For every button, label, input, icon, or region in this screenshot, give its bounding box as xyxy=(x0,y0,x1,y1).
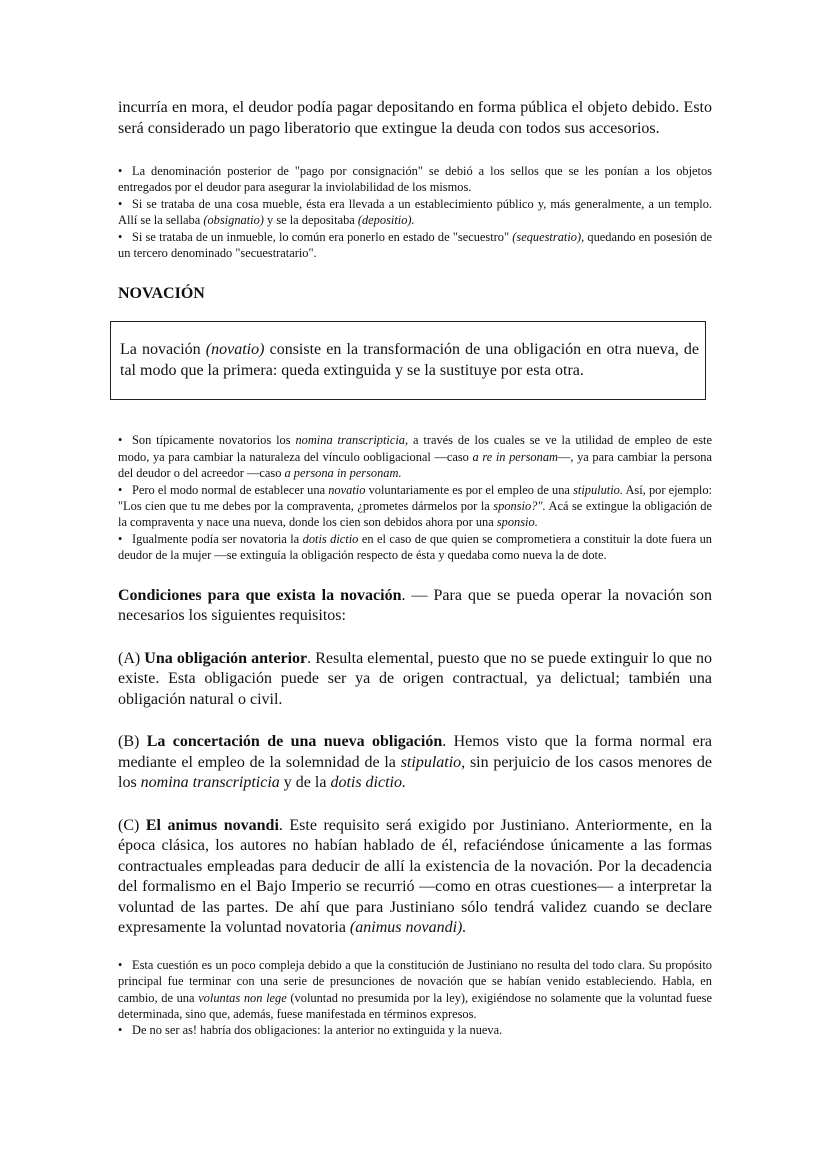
note-item: • Son típicamente novatorios los nomina transcripticia, a través de los cuales se ve la utilidad de empleo de este modo, ya para cambiar la naturaleza del vínculo oobligacional —caso a re in personam—, ya para cambiar la persona del deudor o del acreedor —caso a persona in personam. xyxy=(118,433,712,481)
bullet-icon: • xyxy=(118,196,123,211)
bullet-icon: • xyxy=(118,482,123,497)
bullet-icon: • xyxy=(118,164,123,178)
notes-animus xyxy=(118,957,712,1039)
notes-novatorios xyxy=(118,432,712,563)
conditions-paragraph: Condiciones para que exista la novación. — Para que se pueda operar la novación son necesarios los siguientes requisitos: xyxy=(118,586,713,625)
bullet-icon: • xyxy=(118,433,123,448)
definition-box xyxy=(110,321,706,400)
notes-consignacion xyxy=(118,163,712,261)
note-item: • Igualmente podía ser novatoria la dotis dictio en el caso de que quien se comprometiera a constituir la dote fuera un deudor de la mujer —se extinguía la obligación respecto de ésta y quedaba como nueva la de dote. xyxy=(118,531,712,563)
bullet-icon: • xyxy=(118,1023,123,1038)
note-item: • De no ser as! habría dos obligaciones: la anterior no extinguida y la nueva. xyxy=(118,1023,503,1038)
bullet-icon: • xyxy=(118,531,123,546)
requirement-c: (C) El animus novandi. Este requisito será exigido por Justiniano. Anteriormente, en la época clásica, los autores no habían hablado de él, refaciéndose únicamente a las formas contractuales empleadas para deducir de allí la existencia de la novación. Por la decadencia del formalismo en el Bajo Imperio se recurrió —como en otras cuestiones— a interpretar la voluntad de las partes. De ahí que para Justiniano sólo tendrá validez cuando se declare expresamente la voluntad novatoria (animus novandi). xyxy=(118,816,713,937)
bullet-icon: • xyxy=(118,957,123,972)
intro-paragraph: incurría en mora, el deudor podía pagar depositando en forma pública el objeto debido. Esto será considerado un pago liberatorio que extingue la deuda con todos sus accesorios. xyxy=(118,99,712,137)
section-heading: NOVACIÓN xyxy=(118,285,205,303)
note-item: • Pero el modo normal de establecer una novatio voluntariamente es por el empleo de una stipulutio. Así, por ejemplo: "Los cien que tu me debes por la compraventa, ¿prometes dármelos por la sponsio?". Acá se extingue la obligación de la compraventa y nace una nueva, donde los cien son debidos ahora por una sponsio. xyxy=(118,482,712,530)
requirement-a: (A) Una obligación anterior. Resulta elemental, puesto que no se puede extinguir lo que no existe. Esta obligación puede ser ya de origen contractual, ya delictual; también una obligación natural o civil. xyxy=(118,649,712,708)
note-item: • Si se trataba de una cosa mueble, ésta era llevada a un establecimiento público y, más generalmente, a un templo. Allí se la sellaba (obsignatio) y se la depositaba (depositio). xyxy=(118,196,712,228)
bullet-icon: • xyxy=(118,229,123,244)
requirement-b: (B) La concertación de una nueva obligación. Hemos visto que la forma normal era mediante el empleo de la solemnidad de la stipulatio, sin perjuicio de los casos menores de los nomina transcripticia y de la dotis dictio. xyxy=(118,733,712,792)
note-item: • Esta cuestión es un poco compleja debido a que la constitución de Justiniano no resulta del todo clara. Su propósito principal fue terminar con una serie de presunciones de novación que se habían venido estableciendo. Habla, en cambio, de una voluntas non lege (voluntad no presumida por la ley), exigiéndose no solamente que la voluntad fuese determinada, sino que, además, fuese manifestada en términos expresos. xyxy=(118,957,712,1021)
definition-text: La novación (novatio) consiste en la transformación de una obligación en otra nueva, de tal modo que la primera: queda extinguida y se la sustituye por esta otra. xyxy=(120,341,699,379)
note-item: • Si se trataba de un inmueble, lo común era ponerlo en estado de "secuestro" (sequestratio), quedando en posesión de un tercero denominado "secuestratario". xyxy=(118,229,712,261)
note-item: • La denominación posterior de "pago por consignación" se debió a los sellos que se les ponían a los objetos entregados por el deudor para asegurar la inviolabilidad de los mismos. xyxy=(118,164,712,195)
document-page xyxy=(118,98,712,1039)
